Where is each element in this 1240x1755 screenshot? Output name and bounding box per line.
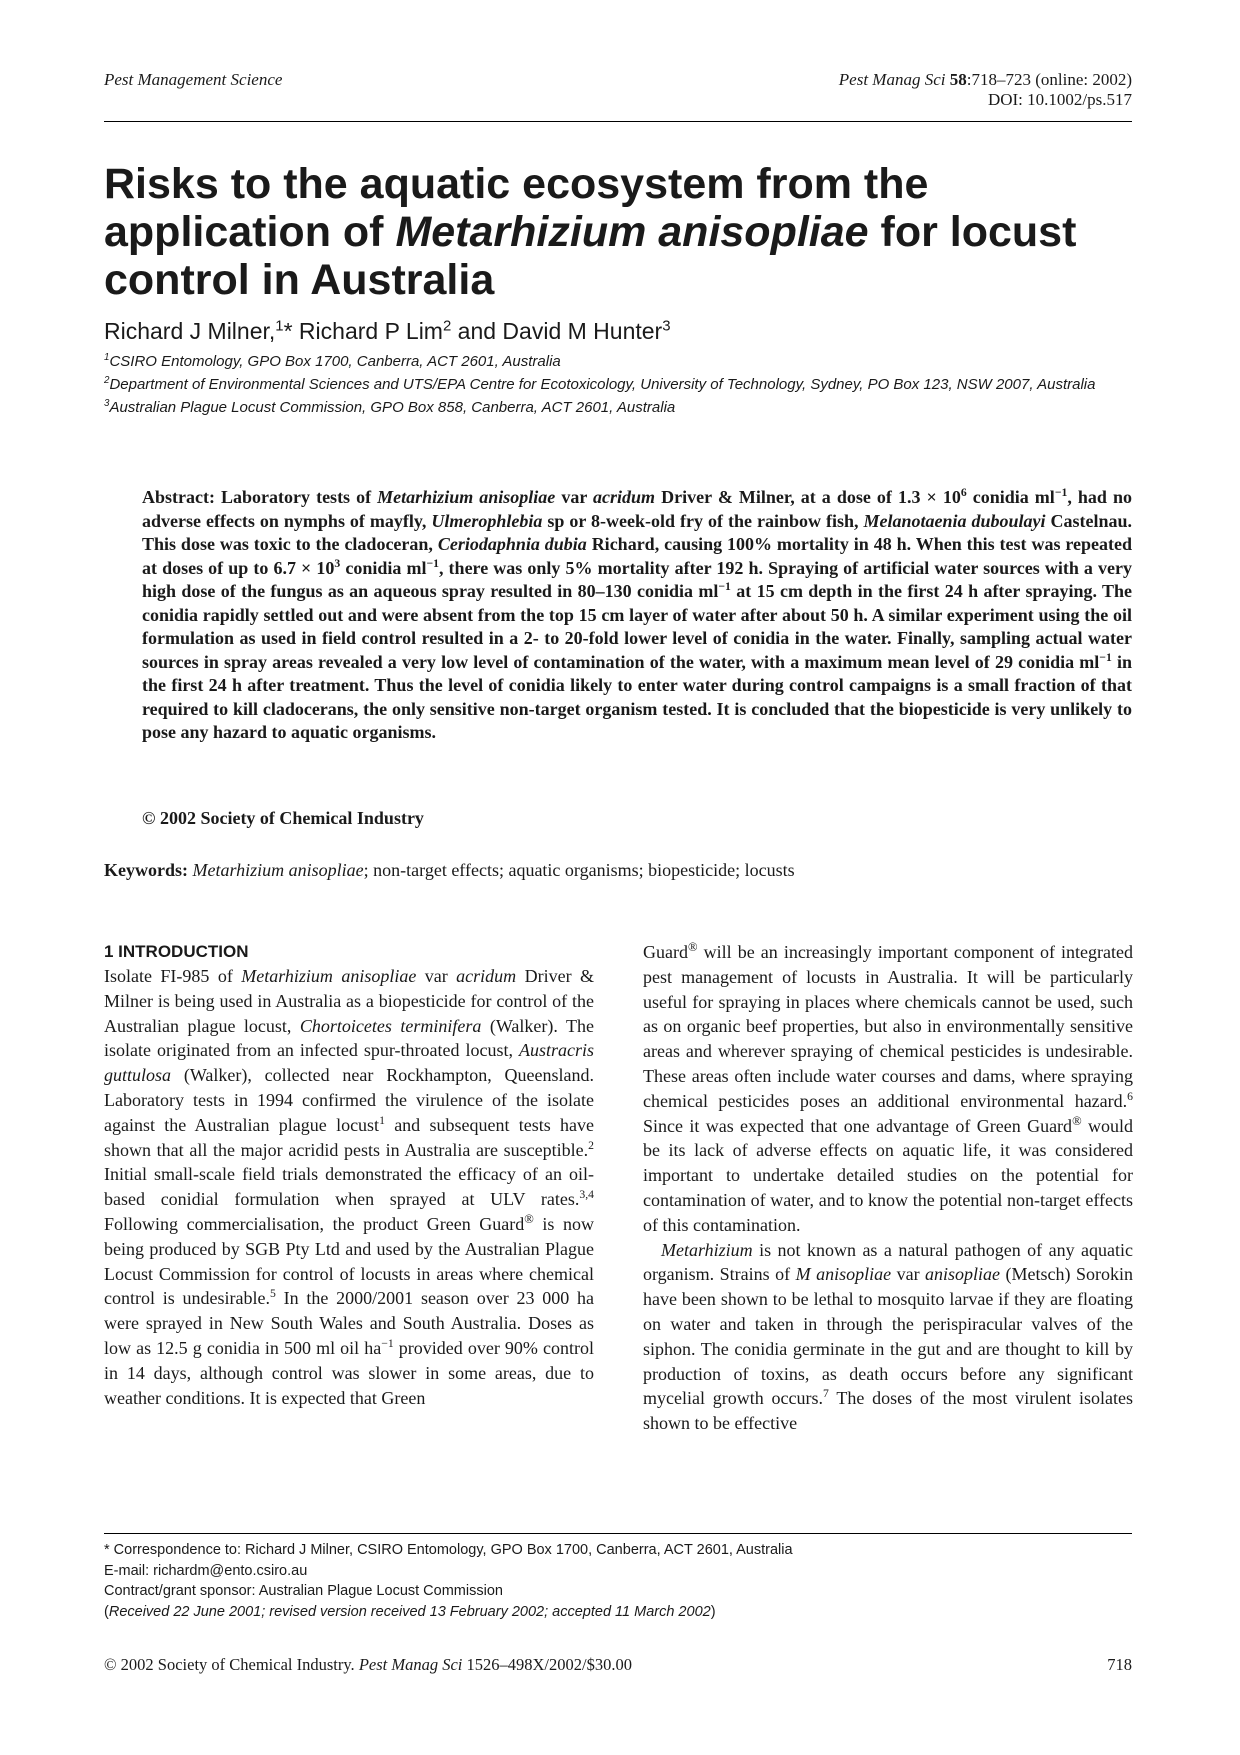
citation-journal: Pest Manag Sci (838, 70, 946, 89)
abstract-text: sp or 8-week-old fry of the rainbow fish, (542, 510, 864, 531)
footnote-rule (104, 1533, 1132, 1534)
abstract-text: , had no adverse effects on nymphs of mayfly, (142, 487, 1132, 531)
body-species: M anisopliae (795, 1264, 892, 1285)
body-text: and subsequent tests have shown that all the major acridid pests in Australia are susceptible. (104, 1114, 594, 1160)
section-heading: 1 INTRODUCTION (104, 942, 249, 961)
abstract-text: conidia ml (340, 557, 427, 578)
corresponding-mark: * (283, 318, 293, 344)
affiliation-number: 2 (104, 375, 110, 386)
abstract-species: Metarhizium anisopliae (377, 487, 556, 507)
body-species: anisopliae (925, 1264, 1001, 1285)
right-column (643, 940, 1133, 1436)
body-text: (Metsch) Sorokin have been shown to be lethal to mosquito larvae if they are floating on water and taken in through the perispiracular valves of the siphon. The conidia germinate in the gut and are thought to kill by production of toxins, as death occurs before any significant mycelial growth occurs. (643, 1264, 1133, 1409)
citation-volume: 58 (949, 70, 967, 89)
abstract-text: Castelnau. This dose was toxic to the cladoceran, (142, 510, 1132, 554)
body-species: Chortoicetes terminifera (299, 1015, 482, 1036)
abstract-text: Abstract: Laboratory tests of (142, 487, 378, 507)
reference-marker: 7 (823, 1387, 829, 1401)
citation-block (839, 70, 1132, 110)
footer-copyright (104, 1655, 632, 1675)
doi: DOI: 10.1002/ps.517 (987, 90, 1132, 109)
keywords (104, 860, 795, 881)
affiliation-text: Australian Plague Locust Commission, GPO Box 858, Canberra, ACT 2601, Australia (109, 399, 676, 416)
body-species: Metarhizium (661, 1239, 753, 1260)
body-text: (Walker), collected near Rockhampton, Queensland. Laboratory tests in 1994 confirmed the virulence of the isolate against the Australian plague locust (104, 1065, 594, 1135)
exponent: −1 (381, 1336, 394, 1350)
intro-paragraph-1-cont (643, 940, 1133, 1238)
reference-marker: 1 (379, 1113, 385, 1127)
abstract-variety: acridum (593, 487, 656, 507)
body-text: The doses of the most virulent isolates shown to be effective (643, 1388, 1133, 1434)
email-note: E-mail: richardm@ento.csiro.au (104, 1562, 308, 1579)
body-text: would be its lack of adverse effects on aquatic life, it was considered important to undertake detailed studies on the potential for contamination of water, and to know the potential non-target effects of this contamination. (643, 1115, 1133, 1235)
body-text: Guard (643, 942, 688, 962)
body-text: Following commercialisation, the product Green Guard (104, 1213, 525, 1234)
author-3: and David M Hunter (451, 318, 663, 344)
abstract-text: Richard, causing 100% mortality in 48 h. When this test was repeated at doses of up to 6.7 × 10 (142, 534, 1132, 578)
body-species: acridum (456, 966, 517, 986)
abstract-species: Ulmerophlebia (431, 510, 543, 531)
citation-pages: :718–723 (online: 2002) (966, 70, 1132, 89)
registered-mark: ® (1072, 1113, 1082, 1128)
abstract-exponent: 6 (960, 486, 967, 499)
title-species: Metarhizium anisopliae (395, 208, 869, 256)
paren: ( (104, 1603, 109, 1620)
registered-mark: ® (687, 940, 698, 954)
body-text: Since it was expected that one advantage of Green Guard (643, 1115, 1073, 1136)
body-text: (Walker). The isolate originated from an infected spur-throated locust, (104, 1015, 595, 1061)
journal-name: Pest Management Science (104, 70, 283, 89)
author-3-affil: 3 (662, 317, 671, 335)
reference-marker: 6 (1127, 1089, 1133, 1103)
affiliation (104, 350, 1134, 373)
body-text: provided over 90% control in 14 days, although control was slower in some areas, due to weather conditions. It is expected that Green (104, 1337, 595, 1408)
body-species: Metarhizium anisopliae (241, 966, 417, 986)
author-list (104, 318, 671, 345)
paren: ) (710, 1603, 716, 1620)
paper-title (104, 160, 1134, 304)
title-part-1: Risks to the aquatic ecosystem from the application of (104, 160, 929, 256)
footnotes (104, 1540, 793, 1622)
affiliations (104, 350, 1134, 419)
received-note (104, 1602, 793, 1623)
abstract-exponent: −1 (426, 556, 439, 570)
intro-paragraph-2 (643, 1238, 1133, 1436)
body-text: Driver & Milner is being used in Australia as a biopesticide for control of the Australian plague locust, (104, 966, 594, 1036)
body-species: Austracris guttulosa (104, 1040, 594, 1086)
affiliation (104, 373, 1134, 396)
affiliation-number: 3 (104, 398, 110, 409)
registered-mark: ® (524, 1211, 534, 1226)
keywords-rest: ; non-target effects; aquatic organisms; biopesticide; locusts (363, 860, 795, 880)
left-column (104, 940, 594, 1410)
footer-copyright-text: © 2002 Society of Chemical Industry. (104, 1655, 359, 1674)
footer-journal: Pest Manag Sci (358, 1655, 463, 1674)
keywords-label: Keywords: (104, 860, 188, 880)
abstract-text: var (555, 487, 594, 507)
abstract (142, 486, 1132, 745)
body-text: var (416, 966, 457, 986)
abstract-text: at 15 cm depth in the first 24 h after spraying. The conidia rapidly settled out and were absent from the top 15 cm layer of water after about 50 h. A similar experiment using the oil formulation as used in field control resulted in a 2- to 20-fold lower level of conidia in the water. Finally, sampling actual water sources in spray areas revealed a very low level of contamination of the water, with a maximum mean level of 29 conidia ml (142, 581, 1132, 672)
author-2-affil: 2 (442, 317, 452, 335)
body-text: Isolate FI-985 of (104, 966, 242, 986)
intro-paragraph-1 (104, 964, 594, 1410)
received-dates: Received 22 June 2001; revised version received 13 February 2002; accepted 11 March 2002 (108, 1603, 711, 1620)
body-text: var (891, 1264, 926, 1285)
body-text: is not known as a natural pathogen of any aquatic organism. Strains of (643, 1239, 1133, 1285)
affiliation (104, 396, 1134, 419)
affiliation-text: Department of Environmental Sciences and UTS/EPA Centre for Ecotoxicology, University of Technology, Sydney, PO Box 123, NSW 2007, Australia (109, 376, 1096, 393)
author-1-affil: 1 (275, 317, 284, 335)
correspondence-note: * Correspondence to: Richard J Milner, CSIRO Entomology, GPO Box 1700, Canberra, ACT 2601, Australia (104, 1542, 793, 1558)
abstract-text: conidia ml (966, 487, 1055, 507)
affiliation-number: 1 (104, 352, 110, 363)
body-text: Initial small-scale field trials demonstrated the efficacy of an oil-based conidial formulation when sprayed at ULV rates. (104, 1164, 594, 1210)
abstract-copyright: © 2002 Society of Chemical Industry (142, 808, 424, 828)
reference-marker: 3,4 (579, 1188, 594, 1202)
abstract-exponent: 3 (334, 556, 341, 570)
reference-marker: 2 (588, 1138, 594, 1152)
author-1: Richard J Milner, (104, 318, 276, 344)
sponsor-note: Contract/grant sponsor: Australian Plague Locust Commission (104, 1583, 503, 1599)
author-2: Richard P Lim (292, 318, 443, 344)
title-part-2: for locust control in Australia (104, 208, 1077, 304)
abstract-exponent: −1 (1099, 650, 1112, 664)
abstract-species: Melanotaenia duboulayi (863, 510, 1046, 531)
reference-marker: 5 (270, 1287, 276, 1301)
abstract-exponent: −1 (1054, 486, 1068, 499)
footer-issn: 1526–498X/2002/$30.00 (462, 1655, 632, 1674)
header-rule (104, 121, 1132, 122)
abstract-species: Ceriodaphnia dubia (437, 534, 587, 554)
body-text: is now being produced by SGB Pty Ltd and used by the Australian Plague Locust Commission for control of locusts in areas where chemical control is undesirable. (104, 1213, 594, 1309)
page-number: 718 (1107, 1655, 1132, 1674)
body-text: In the 2000/2001 season over 23 000 ha were sprayed in New South Wales and South Australia. Doses as low as 12.5 g conidia in 500 ml oil ha (104, 1288, 594, 1358)
keyword-species: Metarhizium anisopliae (192, 860, 364, 880)
affiliation-text: CSIRO Entomology, GPO Box 1700, Canberra, ACT 2601, Australia (109, 353, 561, 370)
abstract-exponent: −1 (718, 580, 731, 593)
body-text: will be an increasingly important component of integrated pest management of locusts in Australia. It will be particularly useful for spraying in places where chemicals cannot be used, such as on organic beef properties, but also in environmentally sensitive areas and wherever spraying of chemical pesticides is undesirable. These areas often include water courses and dams, where spraying chemical pesticides poses an additional environmental hazard. (643, 942, 1133, 1111)
abstract-text: , there was only 5% mortality after 192 h. Spraying of artificial water sources with a very high dose of the fungus as an aqueous spray resulted in 80–130 conidia ml (142, 557, 1132, 601)
abstract-text: Driver & Milner, at a dose of 1.3 × 10 (655, 487, 961, 507)
abstract-text: in the first 24 h after treatment. Thus the level of conidia likely to enter water during control campaigns is a small fraction of that required to kill cladocerans, the only sensitive non-target organism tested. It is concluded that the biopesticide is very unlikely to pose any hazard to aquatic organisms. (142, 651, 1132, 742)
